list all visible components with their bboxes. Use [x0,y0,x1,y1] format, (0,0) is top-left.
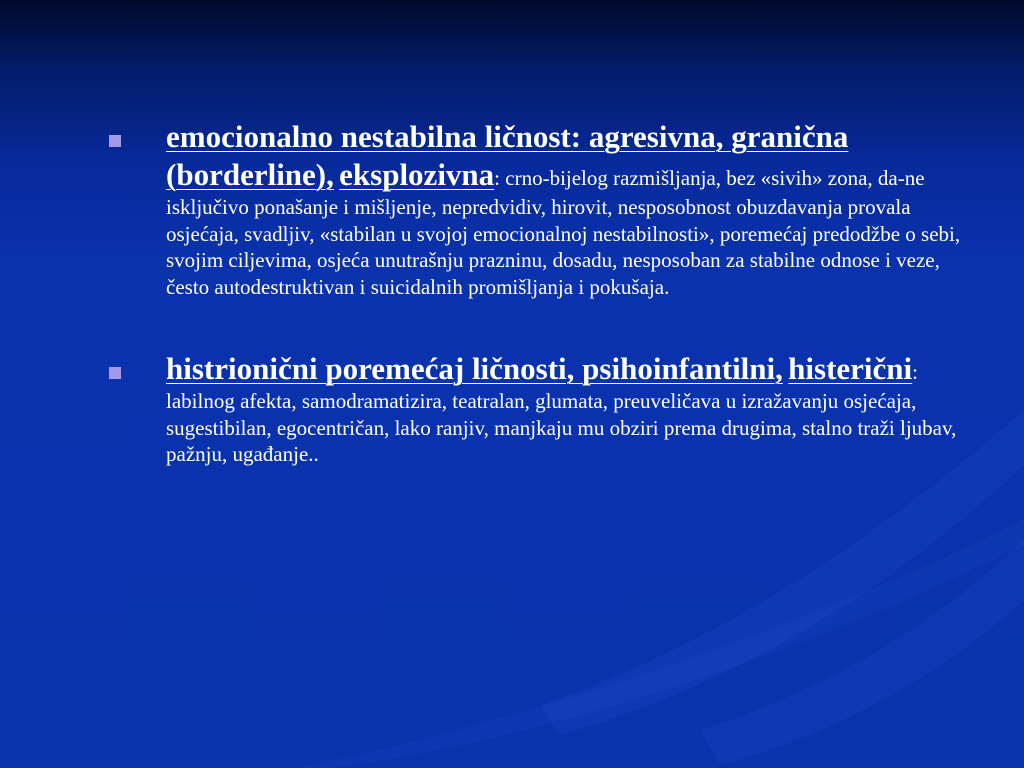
bullet-keyword: histerični [788,351,913,386]
square-bullet-icon [109,367,121,379]
bullet-description: : crno-bijelog razmišljanja, bez «sivih» zona, da-ne isključivo ponašanje i mišljenje, nepredvidiv, hirovit, nesposobnost obuzdavanja provala osjećaja, svadljiv, «stabilan u svojoj emocionalnoj nestabilnosti», poremećaj predodžbe o sebi, svojim ciljevima, osjeća unutrašnju prazninu, dosadu, nesposoban za stabilne odnose i veze, često autodestruktivan i suicidalnih promišljanja i pokušaja. [166,166,961,299]
square-bullet-icon [109,135,121,147]
bullet-item-histrionic [100,350,970,468]
bullet-paragraph [166,118,970,300]
bullet-keyword: eksplozivna [339,157,495,192]
bullet-description: : labilnog afekta, samodramatizira, teatralan, glumata, preuveličava u izražavanju osjećaja, sugestibilan, egocentričan, lako ranjiv, manjkaju mu obziri prema drugima, stalno traži ljubav, pažnju, ugađanje.. [166,360,957,466]
bullet-paragraph [166,350,970,468]
bullet-heading: emocionalno nestabilna ličnost: agresivna, granična (borderline), [166,119,849,192]
slide-content [100,118,970,468]
bullet-heading: histrionični poremećaj ličnosti, psihoinfantilni, [166,351,783,386]
bullet-item-emotionally-unstable [100,118,970,300]
